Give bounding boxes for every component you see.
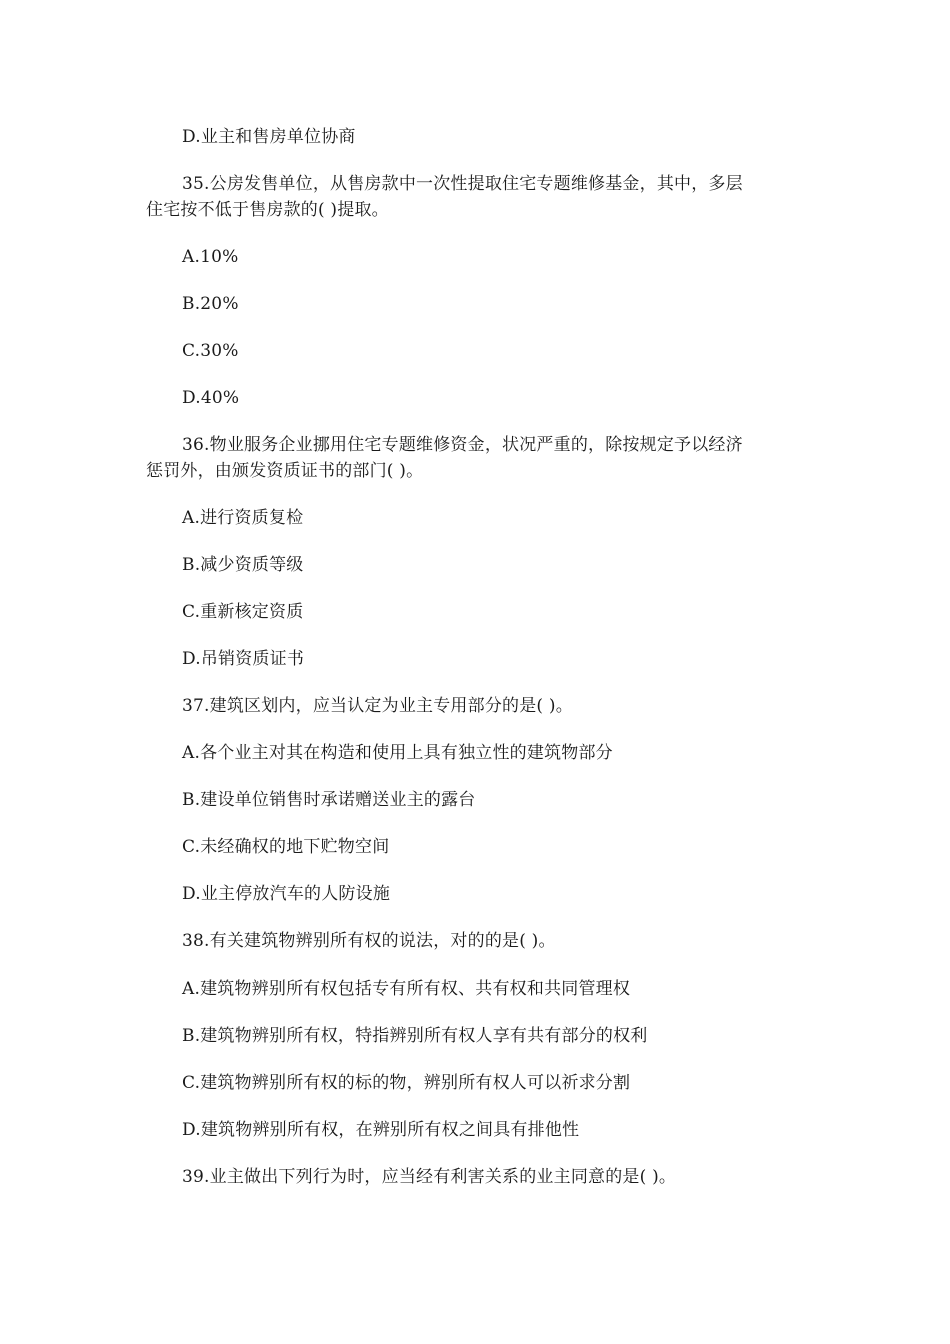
option-36-b: B.减少资质等级 [182,555,304,575]
option-36-a: A.进行资质复检 [182,508,304,528]
question-38: 38.有关建筑物辨别所有权的说法，对的的是( )。 [182,931,556,951]
question-39: 39.业主做出下列行为时，应当经有利害关系的业主同意的是( )。 [182,1167,677,1187]
option-36-d: D.吊销资质证书 [182,649,305,669]
question-36-line-1: 36.物业服务企业挪用住宅专题维修资金，状况严重的，除按规定予以经济 [182,435,743,455]
question-35-line-2: 住宅按不低于售房款的( )提取。 [146,200,389,220]
option-35-c: C.30% [182,341,239,361]
option-37-c: C.未经确权的地下贮物空间 [182,837,390,857]
option-38-b: B.建筑物辨别所有权，特指辨别所有权人享有共有部分的权利 [182,1026,648,1046]
option-38-c: C.建筑物辨别所有权的标的物，辨别所有权人可以祈求分割 [182,1073,631,1093]
question-35-line-1: 35.公房发售单位，从售房款中一次性提取住宅专题维修基金，其中，多层 [182,174,743,194]
option-35-b: B.20% [182,294,239,314]
option-37-b: B.建设单位销售时承诺赠送业主的露台 [182,790,476,810]
option-38-a: A.建筑物辨别所有权包括专有所有权、共有权和共同管理权 [182,979,631,999]
option-37-d: D.业主停放汽车的人防设施 [182,884,391,904]
option-35-a: A.10% [182,247,239,267]
question-36-line-2: 惩罚外，由颁发资质证书的部门( )。 [146,461,424,481]
question-37: 37.建筑区划内，应当认定为业主专用部分的是( )。 [182,696,573,716]
option-38-d: D.建筑物辨别所有权，在辨别所有权之间具有排他性 [182,1120,580,1140]
option-37-a: A.各个业主对其在构造和使用上具有独立性的建筑物部分 [182,743,613,763]
option-36-c: C.重新核定资质 [182,602,304,622]
option-35-d: D.40% [182,388,240,408]
option-34-d: D.业主和售房单位协商 [182,127,356,147]
